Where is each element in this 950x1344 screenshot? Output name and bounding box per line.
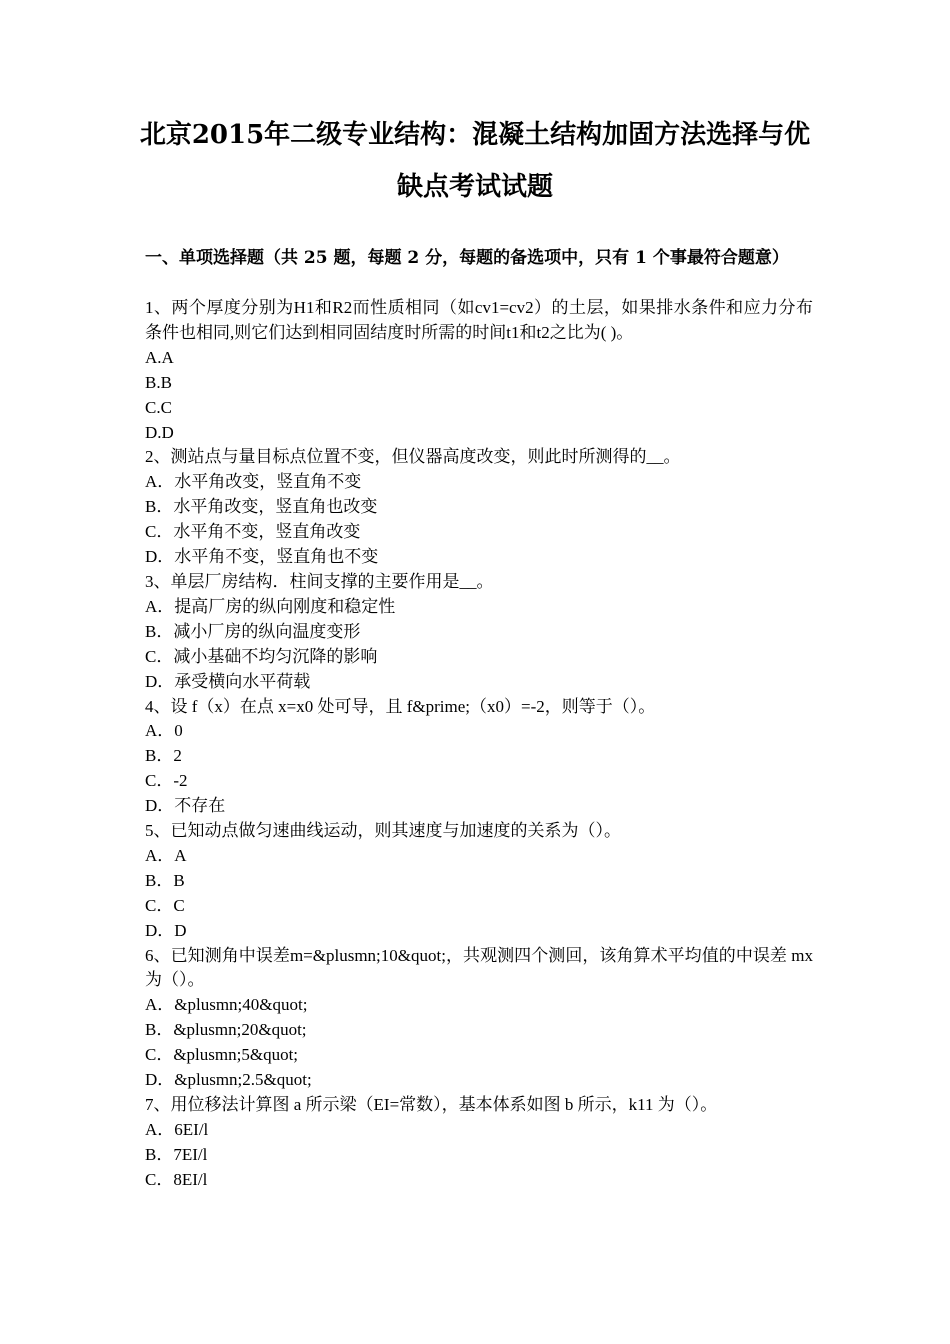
- option-b: B．&plusmn;20&quot;: [145, 1020, 307, 1040]
- option-b: B．水平角改变，竖直角也改变: [145, 497, 378, 517]
- option-c: C．&plusmn;5&quot;: [145, 1045, 299, 1065]
- option-d: D．承受横向水平荷载: [145, 671, 311, 691]
- question-4: [145, 695, 813, 820]
- option-d: D．D: [145, 920, 187, 940]
- option-a: A．6EI/l: [145, 1119, 209, 1139]
- option-a: A．&plusmn;40&quot;: [145, 995, 308, 1015]
- question-6: [145, 944, 813, 1093]
- question-5: [145, 819, 813, 944]
- section-heading: 一、单项选择题（共 25 题，每题 2 分，每题的备选项中，只有 1 个事最符合题意）: [145, 248, 789, 268]
- option-c: C．-2: [145, 771, 188, 791]
- option-a: A．水平角改变，竖直角不变: [145, 472, 362, 492]
- question-2: [145, 445, 813, 570]
- option-d: D．水平角不变，竖直角也不变: [145, 547, 379, 567]
- option-b: B．减小厂房的纵向温度变形: [145, 621, 361, 641]
- option-a: A.A: [145, 347, 174, 367]
- question-stem: 3、单层厂房结构．柱间支撑的主要作用是__。: [145, 571, 494, 591]
- question-7: [145, 1093, 813, 1193]
- option-c: C．水平角不变，竖直角改变: [145, 522, 361, 542]
- question-1: [145, 296, 813, 445]
- option-b: B．B: [145, 870, 185, 890]
- question-stem: 2、测站点与量目标点位置不变，但仪器高度改变，则此时所测得的__。: [145, 447, 681, 467]
- question-stem: 5、已知动点做匀速曲线运动，则其速度与加速度的关系为（）。: [145, 821, 621, 841]
- question-stem: 4、设 f（x）在点 x=x0 处可导，且 f&prime;（x0）=-2，则等于（）。: [145, 696, 656, 716]
- option-c: C．减小基础不均匀沉降的影响: [145, 646, 378, 666]
- question-3: [145, 570, 813, 695]
- document-title-line-1: 北京2015年二级专业结构：混凝土结构加固方法选择与优: [139, 120, 811, 150]
- question-stem: 1、两个厚度分别为H1和R2而性质相同（如cv1=cv2）的土层，如果排水条件和应力分布条件也相同,则它们达到相同固结度时所需的时间t1和t2之比为( )。: [145, 298, 813, 342]
- option-a: A．A: [145, 845, 187, 865]
- option-d: D．&plusmn;2.5&quot;: [145, 1070, 312, 1090]
- option-d: D．不存在: [145, 796, 226, 816]
- option-a: A．0: [145, 721, 183, 741]
- option-b: B．2: [145, 746, 182, 766]
- option-b: B.B: [145, 372, 172, 392]
- option-c: C．C: [145, 895, 185, 915]
- document-title-line-2: 缺点考试试题: [396, 172, 553, 202]
- option-b: B．7EI/l: [145, 1144, 208, 1164]
- option-c: C.C: [145, 397, 172, 417]
- question-list: [145, 296, 813, 1193]
- option-d: D.D: [145, 422, 174, 442]
- option-c: C．8EI/l: [145, 1169, 208, 1189]
- option-a: A．提高厂房的纵向刚度和稳定性: [145, 596, 396, 616]
- question-stem: 7、用位移法计算图 a 所示梁（EI=常数），基本体系如图 b 所示，k11 为（）。: [145, 1095, 718, 1114]
- question-stem: 6、已知测角中误差m=&plusmn;10&quot;，共观测四个测回，该角算术平均值的中误差 mx 为（）。: [145, 945, 813, 990]
